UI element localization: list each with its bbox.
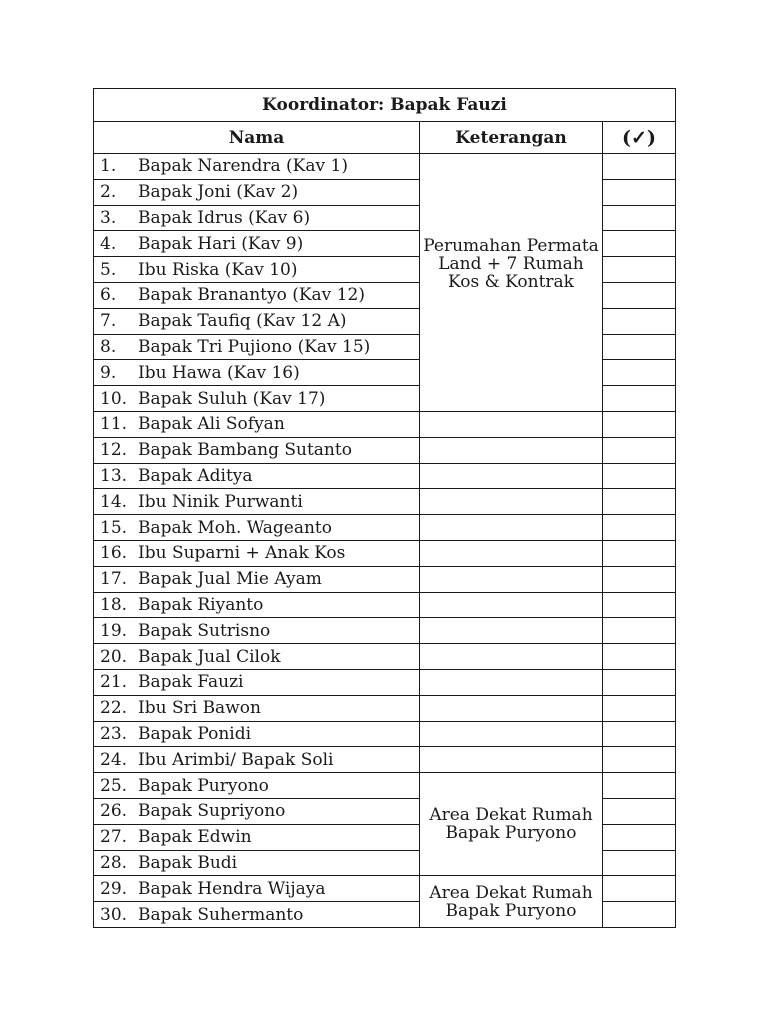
check-cell[interactable] [603,618,676,644]
person-name: Bapak Moh. Wageanto [138,517,332,538]
coordinator-table [93,88,676,928]
nama-cell [94,618,420,644]
nama-cell [94,282,420,308]
keterangan-cell [420,463,603,489]
check-cell[interactable] [603,154,676,180]
row-number: 21. [100,672,128,693]
nama-cell [94,334,420,360]
table-row [94,463,676,489]
row-number: 30. [100,904,128,925]
row-number: 7. [100,311,117,332]
nama-cell [94,437,420,463]
table-row [94,515,676,541]
nama-cell [94,824,420,850]
nama-cell [94,154,420,180]
keterangan-cell [420,721,603,747]
nama-cell [94,695,420,721]
person-name: Bapak Idrus (Kav 6) [138,207,311,228]
person-name: Ibu Ninik Purwanti [138,491,303,512]
check-cell[interactable] [603,515,676,541]
nama-cell [94,566,420,592]
nama-cell [94,540,420,566]
table-row [94,773,676,799]
check-cell[interactable] [603,463,676,489]
nama-cell [94,489,420,515]
row-number: 25. [100,775,128,796]
nama-cell [94,205,420,231]
person-name: Bapak Budi [138,852,238,873]
row-number: 13. [100,465,128,486]
keterangan-cell [420,411,603,437]
check-cell[interactable] [603,747,676,773]
table-row [94,618,676,644]
nama-cell [94,308,420,334]
row-number: 3. [100,207,117,228]
person-name: Bapak Fauzi [138,672,244,693]
row-number: 11. [100,414,128,435]
nama-cell [94,902,420,928]
nama-cell [94,773,420,799]
person-name: Bapak Sutrisno [138,620,271,641]
keterangan-cell [420,592,603,618]
nama-cell [94,231,420,257]
header-row [94,122,676,154]
person-name: Ibu Suparni + Anak Kos [138,543,346,564]
row-number: 9. [100,362,117,383]
row-number: 27. [100,827,128,848]
nama-cell [94,850,420,876]
row-number: 23. [100,723,128,744]
check-cell[interactable] [603,824,676,850]
person-name: Bapak Puryono [138,775,269,796]
person-name: Ibu Hawa (Kav 16) [138,362,300,383]
row-number: 1. [100,156,117,177]
header-nama: Nama [94,122,420,154]
check-cell[interactable] [603,592,676,618]
table-row [94,644,676,670]
table-row [94,566,676,592]
row-number: 17. [100,569,128,590]
person-name: Bapak Hari (Kav 9) [138,233,304,254]
check-cell[interactable] [603,282,676,308]
check-cell[interactable] [603,644,676,670]
row-number: 29. [100,878,128,899]
nama-cell [94,721,420,747]
check-cell[interactable] [603,669,676,695]
person-name: Bapak Supriyono [138,801,286,822]
check-cell[interactable] [603,850,676,876]
nama-cell [94,463,420,489]
keterangan-cell [420,489,603,515]
keterangan-cell [420,154,603,412]
person-name: Bapak Ali Sofyan [138,414,285,435]
row-number: 18. [100,594,128,615]
row-number: 24. [100,749,128,770]
row-number: 20. [100,646,128,667]
table-row [94,695,676,721]
check-cell[interactable] [603,902,676,928]
row-number: 28. [100,852,128,873]
person-name: Bapak Bambang Sutanto [138,440,352,461]
header-keterangan: Keterangan [420,122,603,154]
check-cell[interactable] [603,334,676,360]
nama-cell [94,669,420,695]
keterangan-cell [420,644,603,670]
check-cell[interactable] [603,489,676,515]
keterangan-cell [420,773,603,876]
person-name: Bapak Taufiq (Kav 12 A) [138,311,347,332]
nama-cell [94,257,420,283]
person-name: Ibu Sri Bawon [138,698,261,719]
row-number: 6. [100,285,117,306]
keterangan-cell [420,566,603,592]
table-row [94,721,676,747]
table-row [94,154,676,180]
person-name: Bapak Edwin [138,827,252,848]
header-check: (✓) [603,122,676,154]
check-cell[interactable] [603,205,676,231]
check-cell[interactable] [603,179,676,205]
keterangan-text: Area Dekat Rumah Bapak Puryono [429,805,593,844]
person-name: Ibu Arimbi/ Bapak Soli [138,749,334,770]
check-cell[interactable] [603,798,676,824]
check-cell[interactable] [603,308,676,334]
row-number: 10. [100,388,128,409]
check-cell[interactable] [603,411,676,437]
keterangan-cell [420,540,603,566]
table-row [94,592,676,618]
keterangan-cell [420,876,603,928]
nama-cell [94,644,420,670]
check-cell[interactable] [603,540,676,566]
nama-cell [94,515,420,541]
person-name: Bapak Suhermanto [138,904,304,925]
row-number: 15. [100,517,128,538]
table-row [94,747,676,773]
row-number: 2. [100,182,117,203]
person-name: Bapak Hendra Wijaya [138,878,326,899]
table-row [94,437,676,463]
row-number: 4. [100,233,117,254]
table-row [94,540,676,566]
check-cell[interactable] [603,695,676,721]
check-cell[interactable] [603,437,676,463]
nama-cell [94,876,420,902]
person-name: Bapak Riyanto [138,594,264,615]
check-cell[interactable] [603,257,676,283]
check-cell[interactable] [603,566,676,592]
keterangan-cell [420,515,603,541]
table-row [94,411,676,437]
table-row [94,489,676,515]
row-number: 5. [100,259,117,280]
row-number: 16. [100,543,128,564]
table-row [94,669,676,695]
nama-cell [94,747,420,773]
table-title: Koordinator: Bapak Fauzi [94,89,676,122]
person-name: Bapak Branantyo (Kav 12) [138,285,365,306]
check-cell[interactable] [603,876,676,902]
person-name: Bapak Aditya [138,465,253,486]
row-number: 8. [100,336,117,357]
row-number: 26. [100,801,128,822]
person-name: Bapak Jual Mie Ayam [138,569,322,590]
keterangan-text: Area Dekat Rumah Bapak Puryono [429,882,593,921]
person-name: Bapak Tri Pujiono (Kav 15) [138,336,371,357]
nama-cell [94,411,420,437]
table-body [94,154,676,928]
keterangan-text: Perumahan Permata Land + 7 Rumah Kos & Kontrak [423,236,599,293]
person-name: Bapak Suluh (Kav 17) [138,388,326,409]
check-cell[interactable] [603,360,676,386]
nama-cell [94,798,420,824]
row-number: 12. [100,440,128,461]
check-cell[interactable] [603,773,676,799]
nama-cell [94,386,420,412]
person-name: Ibu Riska (Kav 10) [138,259,298,280]
check-cell[interactable] [603,721,676,747]
keterangan-cell [420,695,603,721]
table-row [94,876,676,902]
person-name: Bapak Ponidi [138,723,252,744]
person-name: Bapak Joni (Kav 2) [138,182,299,203]
row-number: 14. [100,491,128,512]
nama-cell [94,179,420,205]
title-row [94,89,676,122]
check-cell[interactable] [603,231,676,257]
row-number: 22. [100,698,128,719]
nama-cell [94,592,420,618]
keterangan-cell [420,618,603,644]
keterangan-cell [420,747,603,773]
keterangan-cell [420,669,603,695]
person-name: Bapak Jual Cilok [138,646,281,667]
nama-cell [94,360,420,386]
check-cell[interactable] [603,386,676,412]
row-number: 19. [100,620,128,641]
keterangan-cell [420,437,603,463]
person-name: Bapak Narendra (Kav 1) [138,156,348,177]
